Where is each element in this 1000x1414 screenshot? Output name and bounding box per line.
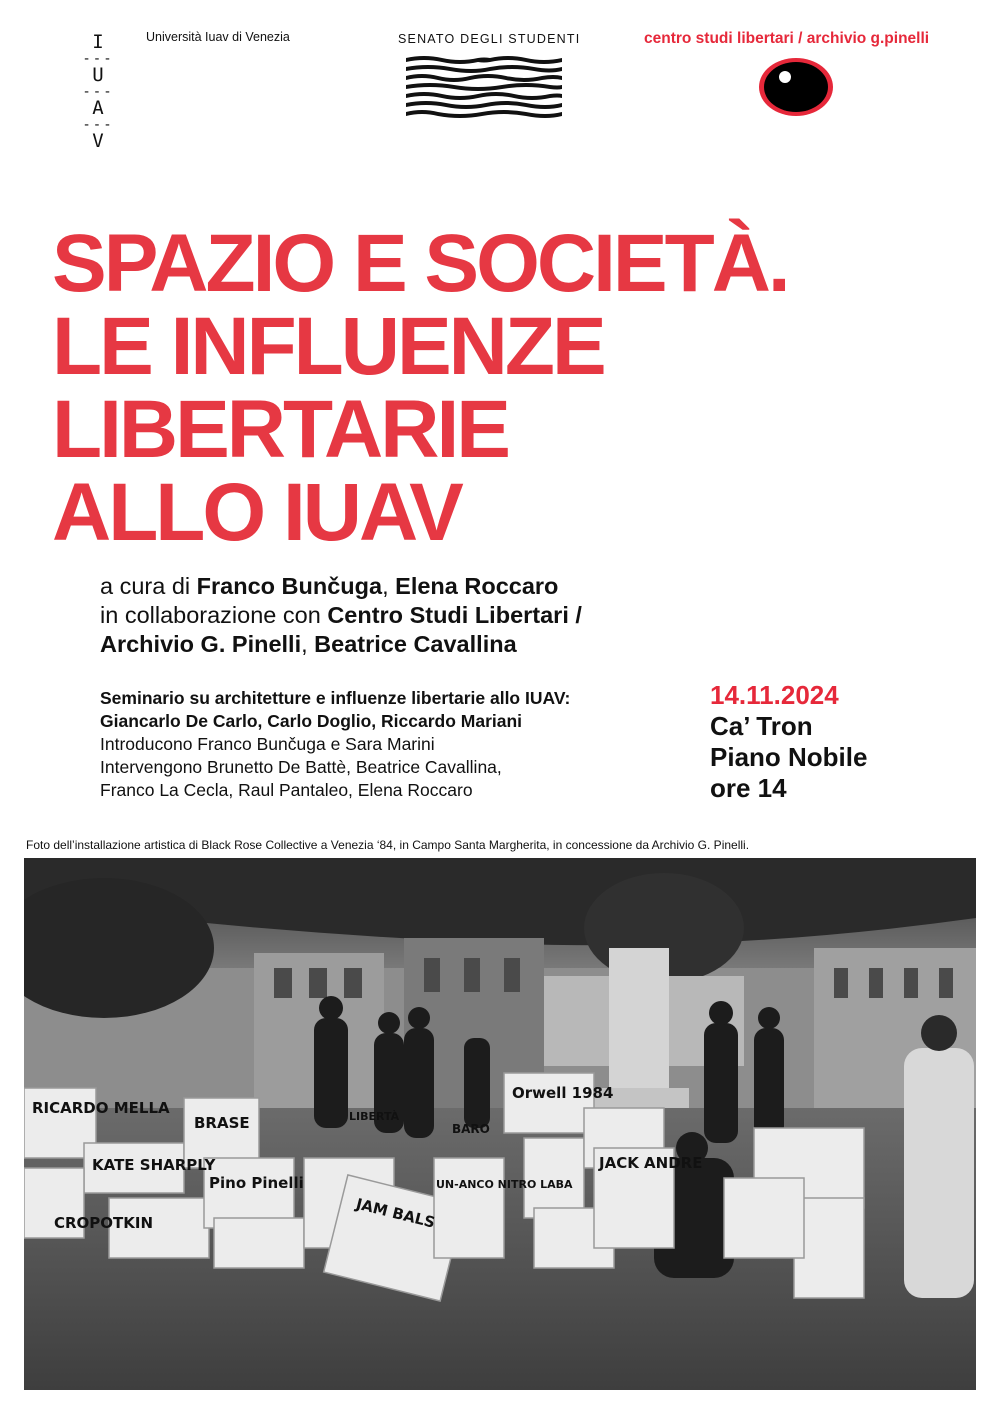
title-line: ALLO IUAV xyxy=(52,467,461,558)
box-label: UN-ANCO NITRO LABA xyxy=(436,1178,573,1191)
iuav-logo-divider: --- xyxy=(82,84,114,100)
box-label: RICARDO MELLA xyxy=(32,1099,170,1117)
seminar-subjects: Giancarlo De Carlo, Carlo Doglio, Riccardo Mariani xyxy=(100,711,523,731)
iuav-logo-letter: V xyxy=(92,130,104,152)
collaboration-line xyxy=(100,601,900,630)
partner-name: Centro Studi Libertari / xyxy=(327,602,582,628)
collaboration-line xyxy=(100,630,900,659)
seminar-introducers: Introducono Franco Bunčuga e Sara Marini xyxy=(100,734,435,754)
senato-title: SENATO DEGLI STUDENTI xyxy=(398,32,581,46)
iuav-logo-letter: U xyxy=(92,64,104,86)
box-label: CROPOTKIN xyxy=(54,1214,154,1232)
curator-name: Franco Bunčuga xyxy=(196,573,383,599)
curators-prefix: a cura di xyxy=(100,573,197,599)
separator: , xyxy=(301,631,315,657)
iuav-logo-divider: --- xyxy=(82,117,114,133)
curators-line xyxy=(100,572,900,601)
iuav-logo-letter: I xyxy=(92,31,104,53)
photo-caption: Foto dell’installazione artistica di Black Rose Collective a Venezia ‘84, in Campo Santa Margherita, in concessione da Archivio G. Pinelli. xyxy=(26,838,750,852)
iuav-logo xyxy=(78,32,118,152)
centro-studi-name: centro studi libertari / archivio g.pinelli xyxy=(644,30,930,47)
event-info xyxy=(710,680,970,804)
event-title xyxy=(52,218,952,558)
title-line: SPAZIO E SOCIETÀ. xyxy=(52,218,788,309)
box-label: JACK ANDRE xyxy=(599,1154,703,1172)
curator-name: Elena Roccaro xyxy=(395,573,559,599)
partner-name: Beatrice Cavallina xyxy=(314,631,517,657)
event-floor: Piano Nobile xyxy=(710,742,868,772)
iuav-logo-divider: --- xyxy=(82,51,114,67)
box-label: Pino Pinelli xyxy=(209,1174,304,1192)
separator: , xyxy=(382,573,396,599)
box-label: KATE SHARPLY xyxy=(92,1156,216,1174)
partner-name: Archivio G. Pinelli xyxy=(100,631,302,657)
university-name: Università Iuav di Venezia xyxy=(146,30,290,44)
centro-studi-eye-mark xyxy=(757,56,837,118)
senato-wave-mark xyxy=(404,54,564,124)
box-label: JAM BALS xyxy=(354,1194,437,1232)
seminar-speakers: Franco La Cecla, Raul Pantaleo, Elena Roccaro xyxy=(100,780,473,800)
installation-photo-illustration xyxy=(24,858,976,1390)
credits-block xyxy=(100,572,900,659)
box-label: BRASE xyxy=(194,1114,250,1132)
iuav-logo-letter: A xyxy=(92,97,104,119)
title-line: LE INFLUENZE xyxy=(52,301,604,392)
senato-logo xyxy=(398,32,588,46)
box-label: LIBERTÀ xyxy=(349,1110,400,1123)
event-time: ore 14 xyxy=(710,773,787,803)
seminar-speakers: Intervengono Brunetto De Battè, Beatrice Cavallina, xyxy=(100,757,502,777)
seminar-title: Seminario su architetture e influenze libertarie allo IUAV: xyxy=(100,688,571,708)
installation-photo xyxy=(24,858,976,1390)
box-label: BARO xyxy=(452,1122,490,1136)
box-label: Orwell 1984 xyxy=(512,1084,614,1102)
collaboration-prefix: in collaborazione con xyxy=(100,602,328,628)
event-venue: Ca’ Tron xyxy=(710,711,813,741)
title-line: LIBERTARIE xyxy=(52,384,508,475)
event-date: 14.11.2024 xyxy=(710,680,839,710)
seminar-description xyxy=(100,687,690,802)
